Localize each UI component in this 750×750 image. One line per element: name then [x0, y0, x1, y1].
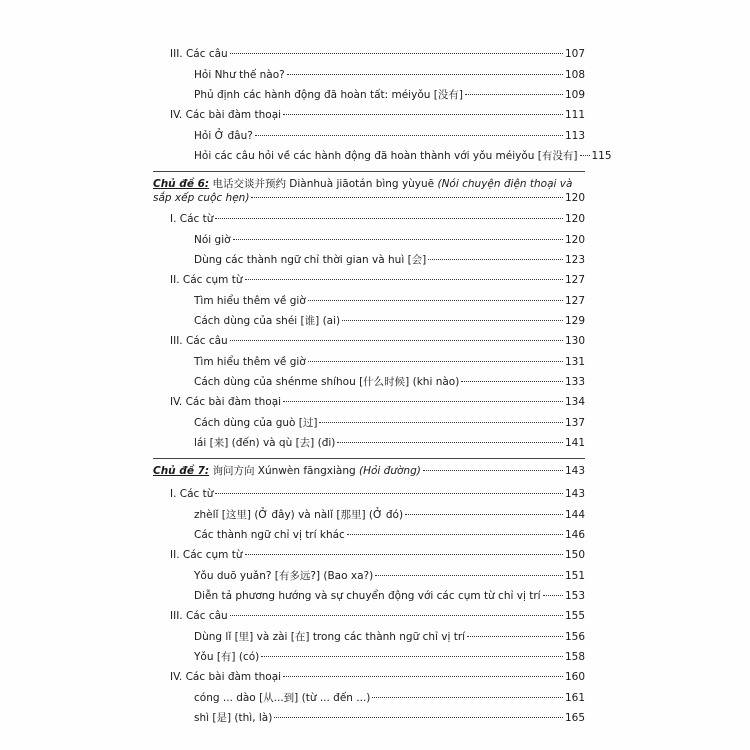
topic-7: [153, 464, 585, 728]
page-number: 155: [564, 610, 585, 622]
page-number: 109: [564, 89, 585, 101]
leader-dots: [308, 300, 563, 301]
entry-title: Hỏi các câu hỏi về các hành động đã hoàn thành với yǒu méiyǒu [有没有]: [194, 150, 578, 162]
leader-dots: [251, 197, 563, 198]
entry-title: zhèlǐ [这里] (Ở đây) và nàlǐ [那里] (Ở đó): [194, 509, 404, 521]
table-of-contents: [153, 44, 612, 728]
toc-subsection-entry[interactable]: [153, 352, 585, 372]
topic-7-list: [153, 484, 585, 728]
leader-dots: [245, 554, 563, 555]
page-number: 143: [564, 488, 585, 500]
topic-6-title: 电话交谈并预约 Diànhuà jiāotán bìng yùyuē: [212, 178, 435, 190]
page-number: 158: [564, 651, 585, 663]
leader-dots: [347, 534, 563, 535]
entry-title: Yǒu [有] (có): [194, 651, 260, 663]
toc-subsection-entry[interactable]: [153, 372, 585, 392]
entry-title: II. Các cụm từ: [170, 274, 243, 286]
page-number: 120: [564, 234, 585, 246]
leader-dots: [274, 717, 563, 718]
page-number: 156: [564, 631, 585, 643]
entry-title: Các thành ngữ chỉ vị trí khác: [194, 529, 345, 541]
entry-title: cóng ... dào [从...到] (từ ... đến ...): [194, 692, 371, 704]
leader-dots: [261, 656, 563, 657]
page-number: 107: [564, 48, 585, 60]
page-number: 120: [564, 192, 585, 204]
toc-section-entry[interactable]: [153, 44, 585, 65]
topic-6-heading-cont[interactable]: [153, 191, 585, 209]
entry-title: II. Các cụm từ: [170, 549, 243, 561]
page-number: 137: [564, 417, 585, 429]
page-number: 160: [564, 671, 585, 683]
entry-title: Dùng các thành ngữ chỉ thời gian và huì [会]: [194, 254, 427, 266]
toc-subsection-entry[interactable]: [153, 505, 585, 525]
toc-subsection-entry[interactable]: [153, 65, 585, 85]
toc-subsection-entry[interactable]: [153, 413, 585, 433]
topic-6: [153, 177, 585, 453]
entry-title: Yǒu duō yuǎn? [有多远?] (Bao xa?): [194, 570, 374, 582]
page-number: 143: [564, 465, 585, 477]
toc-section-entry[interactable]: [153, 209, 585, 230]
leader-dots: [230, 615, 563, 616]
topic-6-title-line2: sắp xếp cuộc hẹn): [153, 192, 250, 204]
leader-dots: [405, 514, 563, 515]
entry-title: IV. Các bài đàm thoại: [170, 109, 282, 121]
entry-title: IV. Các bài đàm thoại: [170, 671, 282, 683]
page-number: 133: [564, 376, 585, 388]
leader-dots: [245, 279, 563, 280]
toc-subsection-entry[interactable]: [153, 708, 585, 728]
entry-title: Phủ định các hành động đã hoàn tất: méiyǒu [没有]: [194, 89, 463, 101]
page-number: 123: [564, 254, 585, 266]
toc-subsection-entry[interactable]: [153, 647, 585, 667]
entry-title: Cách dùng của shéi [谁] (ai): [194, 315, 341, 327]
leader-dots: [423, 470, 563, 471]
entry-title: Diễn tả phương hướng và sự chuyển động với các cụm từ chỉ vị trí: [194, 590, 541, 602]
leader-dots: [283, 676, 563, 677]
toc-subsection-entry[interactable]: [153, 85, 585, 105]
entry-title: III. Các câu: [170, 610, 228, 622]
leader-dots: [465, 94, 563, 95]
leader-dots: [580, 155, 590, 156]
entry-title: I. Các từ: [170, 213, 214, 225]
entry-title: IV. Các bài đàm thoại: [170, 396, 282, 408]
entry-title: Cách dùng của shénme shíhou [什么时候] (khi nào): [194, 376, 460, 388]
toc-section-entry[interactable]: [153, 270, 585, 291]
leader-dots: [467, 636, 563, 637]
toc-section-entry[interactable]: [153, 667, 585, 688]
topic-6-title-translation: (Nói chuyện điện thoại và: [437, 178, 573, 190]
page-number: 130: [564, 335, 585, 347]
toc-subsection-entry[interactable]: [153, 433, 585, 453]
leader-dots: [255, 135, 563, 136]
page-number: 111: [564, 109, 585, 121]
toc-section-entry[interactable]: [153, 484, 585, 505]
topic-6-label: Chủ đề 6:: [153, 178, 210, 190]
page-number: 134: [564, 396, 585, 408]
topic-7-heading-text: [153, 464, 421, 478]
leader-dots: [372, 697, 563, 698]
toc-section-entry[interactable]: [153, 105, 585, 126]
pre-topic-list: [153, 44, 612, 166]
leader-dots: [342, 320, 563, 321]
page-number: 153: [564, 590, 585, 602]
topic-7-title-translation: (Hỏi đường): [359, 465, 421, 477]
leader-dots: [283, 401, 563, 402]
leader-dots: [230, 340, 563, 341]
toc-section-entry[interactable]: [153, 606, 585, 627]
page-number: 120: [564, 213, 585, 225]
toc-section-entry[interactable]: [153, 331, 585, 352]
page-number: 127: [564, 295, 585, 307]
toc-subsection-entry[interactable]: [153, 566, 585, 586]
leader-dots: [308, 361, 563, 362]
leader-dots: [230, 53, 563, 54]
leader-dots: [215, 218, 563, 219]
toc-subsection-entry[interactable]: [153, 627, 585, 647]
toc-subsection-entry[interactable]: [153, 146, 612, 166]
divider: [153, 458, 585, 459]
page-number: 150: [564, 549, 585, 561]
entry-title: III. Các câu: [170, 48, 228, 60]
toc-subsection-entry[interactable]: [153, 250, 585, 270]
leader-dots: [233, 239, 563, 240]
page-number: 165: [564, 712, 585, 724]
entry-title: Hỏi Ở đâu?: [194, 130, 253, 142]
leader-dots: [283, 114, 563, 115]
leader-dots: [375, 575, 563, 576]
page-number: 151: [564, 570, 585, 582]
page-number: 141: [564, 437, 585, 449]
page-number: 108: [564, 69, 585, 81]
page-number: 161: [564, 692, 585, 704]
leader-dots: [287, 74, 563, 75]
entry-title: lái [来] (đến) và qù [去] (đi): [194, 437, 336, 449]
leader-dots: [543, 595, 563, 596]
leader-dots: [337, 442, 563, 443]
topic-7-label: Chủ đề 7:: [153, 465, 210, 477]
toc-subsection-entry[interactable]: [153, 311, 585, 331]
entry-title: shì [是] (thì, là): [194, 712, 273, 724]
entry-title: Hỏi Như thế nào?: [194, 69, 285, 81]
topic-6-heading[interactable]: [153, 177, 585, 191]
page-number: 144: [564, 509, 585, 521]
topic-7-heading[interactable]: [153, 464, 585, 484]
topic-6-list: [153, 209, 585, 453]
toc-subsection-entry[interactable]: [153, 525, 585, 545]
leader-dots: [319, 422, 562, 423]
page-number: 131: [564, 356, 585, 368]
page-number: 146: [564, 529, 585, 541]
toc-subsection-entry[interactable]: [153, 586, 585, 606]
entry-title: I. Các từ: [170, 488, 214, 500]
leader-dots: [215, 493, 563, 494]
page-number: 127: [564, 274, 585, 286]
page-number: 115: [591, 150, 612, 162]
topic-7-title: 询问方向 Xúnwèn fāngxiàng: [212, 465, 356, 477]
divider: [153, 171, 585, 172]
page-number: 113: [564, 130, 585, 142]
page-number: 129: [564, 315, 585, 327]
entry-title: Nói giờ: [194, 234, 231, 246]
toc-subsection-entry[interactable]: [153, 230, 585, 250]
toc-section-entry[interactable]: [153, 545, 585, 566]
leader-dots: [428, 259, 563, 260]
entry-title: III. Các câu: [170, 335, 228, 347]
toc-subsection-entry[interactable]: [153, 126, 585, 146]
entry-title: Tìm hiểu thêm về giờ: [194, 356, 306, 368]
entry-title: Dùng lǐ [里] và zài [在] trong các thành ngữ chỉ vị trí: [194, 631, 466, 643]
toc-subsection-entry[interactable]: [153, 291, 585, 311]
toc-section-entry[interactable]: [153, 392, 585, 413]
leader-dots: [461, 381, 563, 382]
entry-title: Tìm hiểu thêm về giờ: [194, 295, 306, 307]
entry-title: Cách dùng của guò [过]: [194, 417, 318, 429]
toc-subsection-entry[interactable]: [153, 688, 585, 708]
